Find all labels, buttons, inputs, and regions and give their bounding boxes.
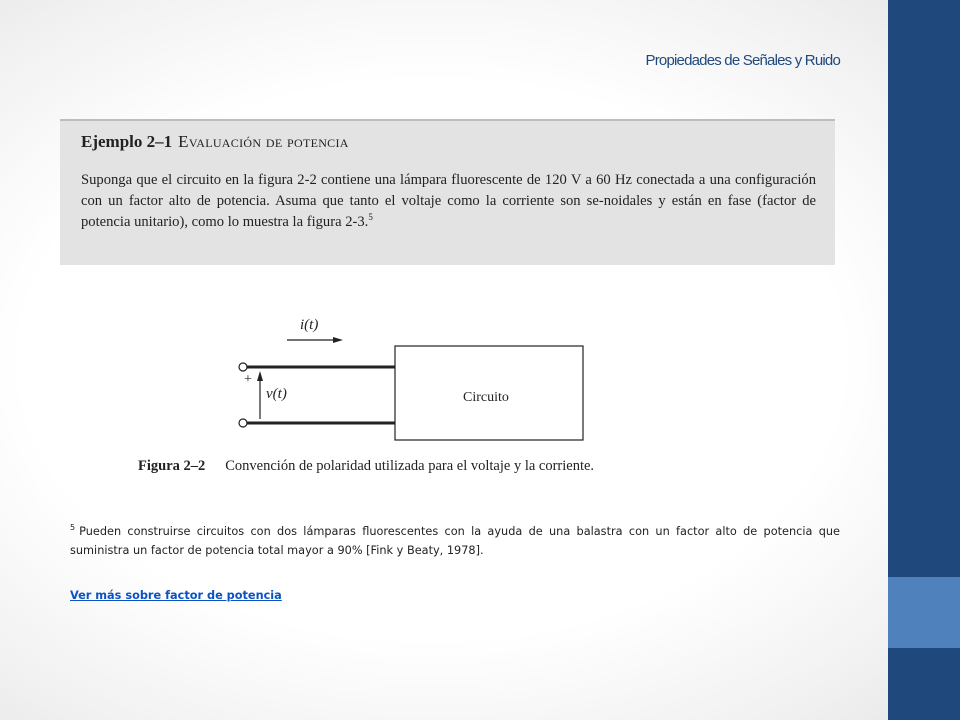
- circuit-box-label: Circuito: [463, 390, 509, 405]
- figure-label: Figura 2–2: [138, 458, 206, 474]
- voltage-label: v(t): [266, 386, 287, 402]
- side-accent-block: [888, 577, 960, 648]
- power-factor-link[interactable]: Ver más sobre factor de potencia: [70, 589, 282, 602]
- voltage-arrow-head: [257, 371, 263, 381]
- current-label: i(t): [300, 317, 319, 333]
- slide-title: Propiedades de Señales y Ruido: [645, 52, 840, 69]
- example-title: Evaluación de potencia: [178, 132, 349, 151]
- plus-sign: +: [244, 372, 252, 387]
- example-body: [81, 170, 816, 233]
- example-box: [60, 119, 835, 265]
- footnote-marker: 5: [70, 523, 76, 533]
- top-terminal: [239, 363, 247, 371]
- example-number: Ejemplo 2–1: [81, 132, 173, 151]
- footnote-reference: 5: [368, 212, 373, 223]
- example-heading: [81, 132, 349, 152]
- footnote-text: Pueden construirse circuitos con dos lámparas fluorescentes con la ayuda de una balastra con un factor alto de potencia que suministra un factor de potencia total mayor a 90% [Fink y Beaty, 1978].: [70, 525, 840, 557]
- circuit-diagram: [230, 310, 600, 450]
- current-arrow-head: [333, 337, 343, 343]
- example-body-text: Suponga que el circuito en la figura 2-2 contiene una lámpara fluorescente de 120 V a 60 Hz conectada a una configuración con un factor alto de potencia. Asuma que tanto el voltaje como la corriente son se-noidales y están en fase (factor de potencia unitario), como lo muestra la figura 2-3.: [81, 172, 816, 230]
- figure-caption-text: Convención de polaridad utilizada para el voltaje y la corriente.: [225, 458, 595, 474]
- figure-caption: [138, 458, 594, 475]
- bottom-terminal: [239, 419, 247, 427]
- footnote: [70, 522, 840, 560]
